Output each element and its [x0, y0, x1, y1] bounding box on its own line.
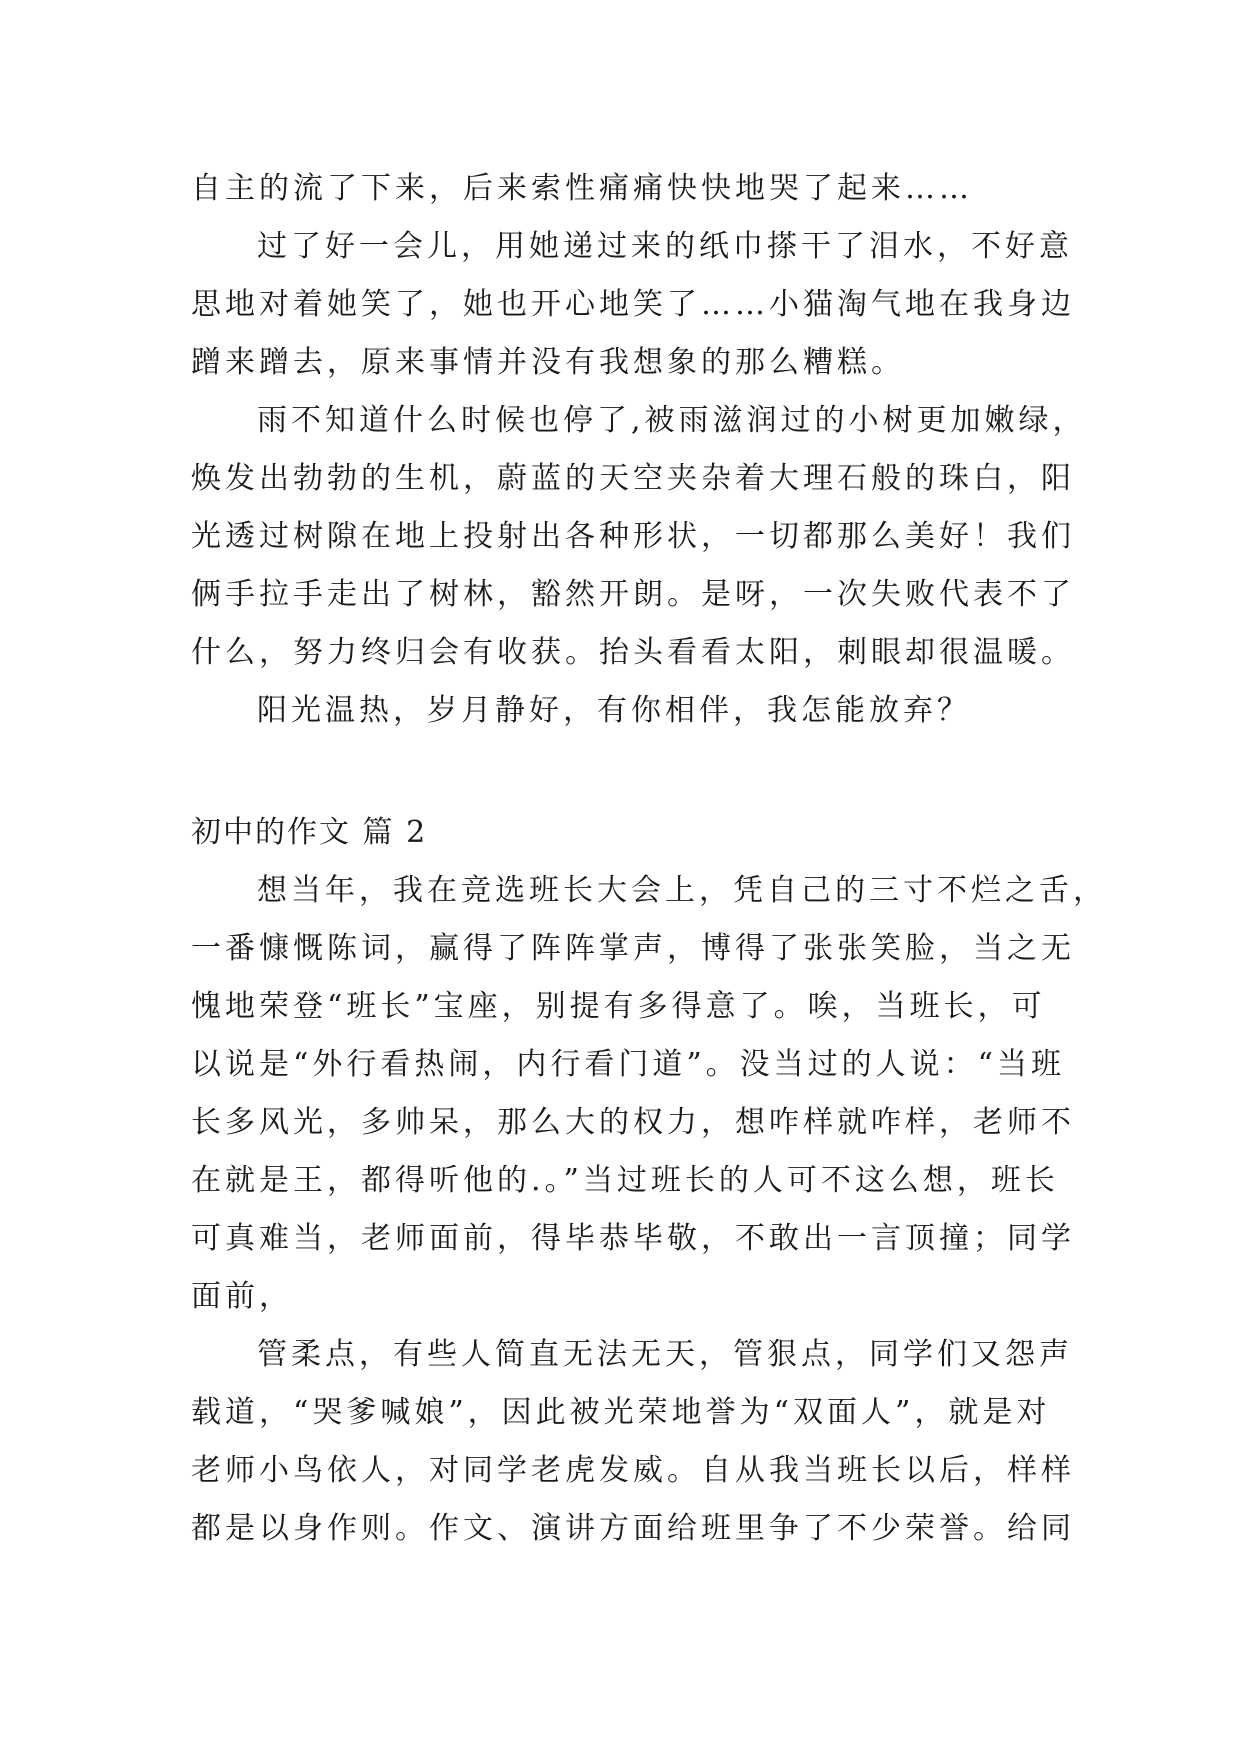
paragraph	[191, 1326, 1075, 1558]
paragraph	[191, 862, 1107, 1326]
text-line: 愧地荣登“班长”宝座，别提有多得意了。唉，当班长，可	[191, 989, 1046, 1024]
paragraph	[191, 392, 1087, 682]
text-line: 光透过树隙在地上投射出各种形状，一切都那么美好！我们	[191, 519, 1075, 554]
text-line: 思地对着她笑了，她也开心地笑了……小猫淘气地在我身边	[191, 287, 1075, 322]
text-line: 阳光温热，岁月静好，有你相伴，我怎能放弃？	[257, 693, 971, 728]
text-line: 蹭来蹭去，原来事情并没有我想象的那么糟糕。	[191, 345, 905, 380]
text-line: 俩手拉手走出了树林，豁然开朗。是呀，一次失败代表不了	[191, 577, 1075, 612]
text-line: 都是以身作则。作文、演讲方面给班里争了不少荣誉。给同	[191, 1511, 1075, 1546]
text-line: 什么，努力终归会有收获。抬头看看太阳，刺眼却很温暖。	[191, 635, 1075, 670]
text-line: 面前，	[191, 1279, 293, 1314]
text-line: 以说是“外行看热闹，内行看门道”。没当过的人说：“当班	[191, 1047, 1066, 1082]
text-line: 载道，“哭爹喊娘”，因此被光荣地誉为“双面人”，就是对	[191, 1395, 1051, 1430]
text-line: 老师小鸟依人，对同学老虎发威。自从我当班长以后，样样	[191, 1453, 1075, 1488]
text-line: 雨不知道什么时候也停了,被雨滋润过的小树更加嫩绿，	[257, 403, 1087, 438]
text-line: 自主的流了下来，后来索性痛痛快快地哭了起来……	[191, 171, 973, 206]
paragraph	[191, 218, 1075, 392]
text-line: 过了好一会儿，用她递过来的纸巾搽干了泪水，不好意	[257, 229, 1073, 264]
text-line: 可真难当，老师面前，得毕恭毕敬，不敢出一言顶撞；同学	[191, 1221, 1075, 1256]
section-heading: 初中的作文 篇 2	[191, 815, 428, 850]
text-line: 焕发出勃勃的生机，蔚蓝的天空夹杂着大理石般的珠白，阳	[191, 461, 1075, 496]
section-spacer	[191, 740, 1071, 804]
text-line: 管柔点，有些人简直无法无天，管狠点，同学们又怨声	[257, 1337, 1073, 1372]
document-body	[191, 160, 1107, 1558]
text-line: 一番慷慨陈词，赢得了阵阵掌声，博得了张张笑脸，当之无	[191, 931, 1075, 966]
text-line: 长多风光，多帅呆，那么大的权力，想咋样就咋样，老师不	[191, 1105, 1075, 1140]
paragraph	[191, 160, 1071, 218]
text-line: 想当年，我在竞选班长大会上，凭自己的三寸不烂之舌，	[257, 873, 1107, 908]
text-line: 在就是王，都得听他的.。”当过班长的人可不这么想，班长	[191, 1163, 1059, 1198]
paragraph	[191, 682, 1071, 740]
